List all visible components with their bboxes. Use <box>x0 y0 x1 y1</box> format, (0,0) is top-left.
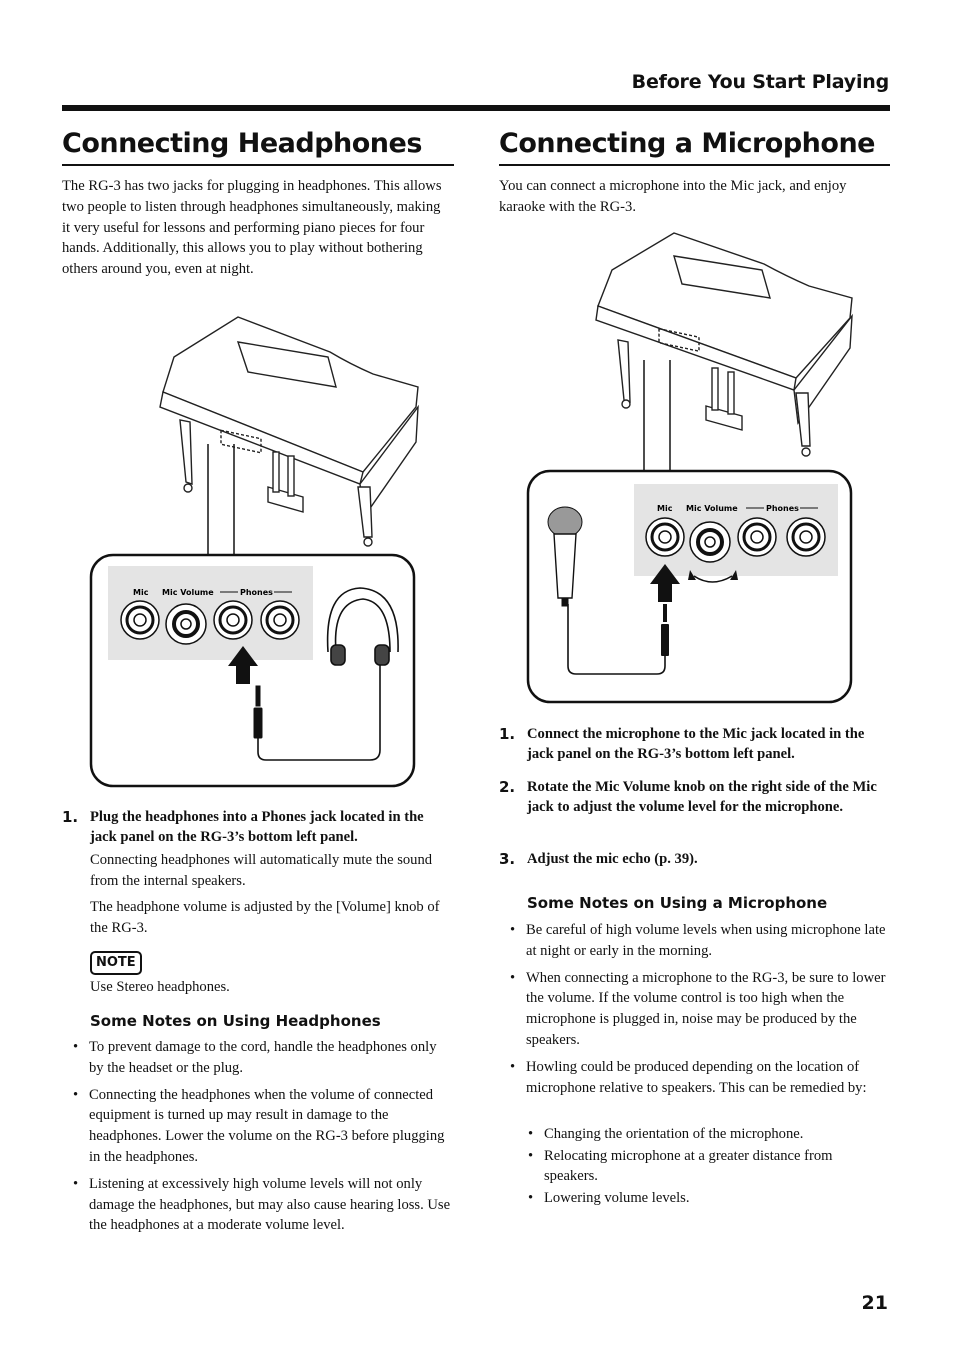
mic-volume-label: Mic Volume <box>686 504 738 513</box>
section-title-microphone: Connecting a Microphone <box>499 128 875 159</box>
piano-illustration <box>596 233 852 456</box>
step-number: 1. <box>62 808 79 826</box>
mic-volume-label: Mic Volume <box>162 588 214 597</box>
microphone-step-3 <box>499 850 891 870</box>
piano-illustration <box>160 317 418 546</box>
running-header: Before You Start Playing <box>631 71 889 93</box>
headphones-intro: The RG-3 has two jacks for plugging in headphones. This allows two people to listen through headphones simultaneously, making it very useful for lessons and performing piano pieces for four hands. Additionally, this allows you to play without bothering others around you, even at night. <box>62 178 442 278</box>
mic-label: Mic <box>133 588 149 597</box>
list-item: • Howling could be produced depending on the location of microphone relative to speakers. This can be remedied by: <box>510 1057 890 1099</box>
step-text: Adjust the mic echo (p. 39). <box>527 851 698 867</box>
mic-label: Mic <box>657 504 673 513</box>
headphones-step-1-detail-2: The headphone volume is adjusted by the [Volume] knob of the RG-3. <box>90 899 440 936</box>
microphone-diagram <box>524 228 856 706</box>
step-number: 1. <box>499 725 516 743</box>
list-item: • Relocating microphone at a greater distance from speakers. <box>528 1146 878 1186</box>
step-number: 3. <box>499 850 516 868</box>
headphones-step-1-detail-1: Connecting headphones will automatically mute the sound from the internal speakers. <box>90 852 433 889</box>
header-rule <box>62 105 890 111</box>
step-text: Connect the microphone to the Mic jack located in the jack panel on the RG-3’s bottom left panel. <box>527 726 865 762</box>
note-text: Use Stereo headphones. <box>90 979 230 995</box>
list-item: • Listening at excessively high volume levels will not only damage the headphones, but may also cause hearing loss. Use the headphones at a moderate volume level. <box>73 1174 453 1236</box>
section-rule-left <box>62 164 454 166</box>
microphone-step-2 <box>499 778 891 838</box>
headphones-step-1 <box>62 808 454 848</box>
phones-label: Phones <box>240 588 273 597</box>
list-item: • Lowering volume levels. <box>528 1188 878 1208</box>
microphone-notes-heading: Some Notes on Using a Microphone <box>527 894 828 912</box>
headphones-notes-heading: Some Notes on Using Headphones <box>90 1012 381 1030</box>
list-item: • Be careful of high volume levels when using microphone late at night or early in the morning. <box>510 920 890 962</box>
headphones-notes-list <box>73 1037 453 1242</box>
note-badge: NOTE <box>90 951 142 975</box>
step-text: Plug the headphones into a Phones jack located in the jack panel on the RG-3’s bottom left panel. <box>90 809 424 845</box>
list-item: • When connecting a microphone to the RG-3, be sure to lower the volume. If the volume control is too high when the microphone is plugged in, noise may be produced by the speakers. <box>510 968 890 1051</box>
section-rule-right <box>499 164 890 166</box>
section-title-headphones: Connecting Headphones <box>62 128 422 159</box>
step-text: Rotate the Mic Volume knob on the right side of the Mic jack to adjust the volume level for the microphone. <box>527 779 877 815</box>
microphone-remedies-list <box>528 1124 878 1210</box>
microphone-intro: You can connect a microphone into the Mic jack, and enjoy karaoke with the RG-3. <box>499 178 847 215</box>
headphones-diagram <box>88 312 420 790</box>
phones-label: Phones <box>766 504 799 513</box>
page-number: 21 <box>861 1292 888 1314</box>
list-item: • Connecting the headphones when the volume of connected equipment is turned up may result in damage to the headphones. Lower the volume on the RG-3 before plugging in the headphones. <box>73 1085 453 1168</box>
list-item: • Changing the orientation of the microphone. <box>528 1124 878 1144</box>
step-number: 2. <box>499 778 516 796</box>
list-item: • To prevent damage to the cord, handle the headphones only by the headset or the plug. <box>73 1037 453 1079</box>
microphone-notes-list <box>510 920 890 1104</box>
microphone-step-1 <box>499 725 891 765</box>
